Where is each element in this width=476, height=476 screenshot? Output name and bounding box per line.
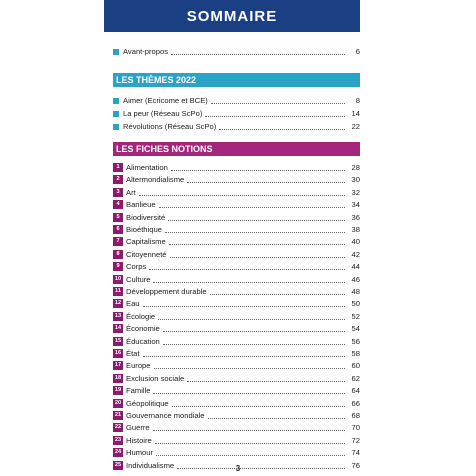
toc-entry-label: Bioéthique	[126, 225, 162, 234]
dot-leader	[205, 116, 345, 117]
toc-entry-fiche[interactable]	[113, 421, 360, 434]
fiche-number-badge: 21	[114, 412, 122, 418]
dot-leader	[172, 406, 345, 407]
toc-entry-label: Citoyenneté	[126, 249, 167, 259]
toc-entry-page: 8	[355, 96, 360, 105]
toc-entry-fiche[interactable]	[113, 211, 360, 224]
section-header-themes: LES THÈMES 2022	[113, 73, 360, 87]
toc-entry-label: Avant-propos	[123, 47, 169, 56]
toc-entry-label: Alimentation	[126, 163, 168, 172]
toc-entry-label: Gouvernance mondiale	[126, 411, 205, 420]
toc-entry-page: 72	[351, 435, 360, 445]
dot-leader	[156, 455, 345, 456]
toc-entry-label: Biodiversité	[126, 212, 166, 222]
toc-entry-page: 64	[351, 386, 360, 396]
fiche-number-badge: 17	[114, 362, 122, 369]
fiche-number-badge: 12	[114, 300, 122, 307]
dot-leader	[163, 331, 345, 332]
dot-leader	[211, 103, 345, 104]
toc-entry-label: La peur (Réseau ScPo)	[123, 109, 203, 118]
toc-entry-page: 14	[351, 109, 360, 118]
fiche-number-badge: 9	[113, 262, 123, 271]
toc-entry-fiche[interactable]	[113, 285, 360, 298]
dot-leader	[153, 282, 345, 283]
toc-entry-page: 60	[351, 361, 360, 371]
toc-entry-label: Europe	[126, 361, 151, 371]
toc-entry-fiche[interactable]	[113, 409, 360, 422]
toc-entry-page: 76	[351, 460, 360, 470]
toc-entry-page: 30	[351, 175, 360, 185]
toc-entry-label: Famille	[126, 386, 151, 396]
dot-leader	[154, 368, 346, 369]
dot-leader	[155, 443, 345, 444]
toc-entry-page: 70	[351, 423, 360, 433]
bullet-square-icon	[113, 98, 119, 104]
toc-entry-fiche[interactable]	[113, 173, 360, 186]
dot-leader	[187, 182, 345, 183]
toc-entry-theme[interactable]	[113, 94, 360, 107]
toc-entry-label: Guerre	[126, 423, 150, 433]
toc-entry-label: Corps	[126, 262, 147, 272]
toc-entry-page: 22	[351, 122, 360, 131]
fiche-number-badge: 5	[113, 213, 123, 222]
dot-leader	[153, 393, 345, 394]
toc-entry-fiche[interactable]	[113, 335, 360, 348]
toc-entry-label: Humour	[126, 448, 154, 458]
dot-leader	[143, 356, 345, 357]
dot-leader	[187, 381, 345, 382]
toc-entry-label: Capitalisme	[126, 237, 166, 247]
toc-entry-fiche[interactable]	[113, 359, 360, 372]
toc-entry-theme[interactable]	[113, 107, 360, 120]
toc-entry-label: Développement durable	[126, 287, 207, 296]
toc-entry-page: 56	[351, 336, 360, 346]
toc-entry-fiche[interactable]	[113, 161, 360, 174]
toc-entry-label: Art	[126, 187, 136, 197]
dot-leader	[143, 306, 345, 307]
fiche-number-badge: 3	[113, 188, 123, 197]
dot-leader	[153, 430, 345, 431]
page-number: 3	[235, 464, 241, 473]
dot-leader	[165, 232, 345, 233]
toc-entry-label: Révolutions (Réseau ScPo)	[123, 122, 217, 131]
toc-entry-fiche[interactable]	[113, 310, 360, 323]
toc-entry-fiche[interactable]	[113, 297, 360, 310]
dot-leader	[171, 170, 345, 171]
fiche-number-badge: 23	[114, 436, 122, 443]
page-title: SOMMAIRE	[104, 0, 360, 32]
toc-entry-theme[interactable]	[113, 120, 360, 133]
toc-entry-fiche[interactable]	[113, 248, 360, 261]
toc-entry-page: 40	[351, 237, 360, 247]
toc-entry-label: Eau	[126, 299, 140, 309]
toc-entry-label: Écologie	[126, 311, 156, 321]
fiche-number-badge: 19	[114, 387, 122, 394]
fiche-number-badge: 8	[113, 250, 123, 259]
fiche-number-badge: 6	[113, 225, 123, 234]
toc-entry-page: 44	[351, 262, 360, 272]
toc-entry-fiche[interactable]	[113, 235, 360, 248]
dot-leader	[210, 294, 345, 295]
toc-entry-fiche[interactable]	[113, 260, 360, 273]
dot-leader	[219, 129, 345, 130]
toc-entry-label: Économie	[126, 324, 160, 334]
toc-entry-fiche[interactable]	[113, 223, 360, 236]
fiche-number-badge: 15	[114, 337, 122, 344]
dot-leader	[170, 257, 345, 258]
toc-entry-label: Banlieue	[126, 200, 156, 210]
fiche-number-badge: 18	[114, 374, 122, 381]
fiche-number-badge: 14	[114, 325, 122, 332]
fiche-number-badge: 2	[113, 175, 123, 184]
fiche-number-badge: 7	[113, 237, 123, 246]
fiche-number-badge: 20	[114, 399, 122, 406]
toc-entry-page: 68	[351, 411, 360, 420]
fiche-number-badge: 1	[113, 163, 123, 172]
toc-entry-label: Exclusion sociale	[126, 373, 185, 383]
fiche-number-badge: 16	[114, 350, 122, 356]
toc-entry-page: 36	[351, 212, 360, 222]
toc-entry-page: 38	[351, 225, 360, 234]
toc-entry-fiche[interactable]	[113, 186, 360, 199]
toc-entry-fiche[interactable]	[113, 446, 360, 459]
toc-entry-page: 74	[351, 448, 360, 458]
toc-entry-page: 58	[351, 349, 360, 358]
toc-entry-label: Culture	[126, 274, 151, 284]
toc-entry-page: 48	[351, 287, 360, 296]
toc-entry-page: 6	[355, 47, 360, 56]
toc-entry-label: Histoire	[126, 435, 152, 445]
toc-entry-page: 34	[351, 200, 360, 210]
dot-leader	[149, 269, 345, 270]
toc-entry-page: 52	[351, 311, 360, 321]
toc-entry-label: État	[126, 349, 140, 358]
toc-entry-fiche[interactable]	[113, 397, 360, 410]
toc-entry-label: Éducation	[126, 336, 160, 346]
toc-entry-page: 46	[351, 274, 360, 284]
fiche-number-badge: 22	[114, 424, 122, 431]
toc-entry-fiche[interactable]	[113, 198, 360, 211]
bullet-square-icon	[113, 111, 119, 117]
dot-leader	[139, 195, 345, 196]
toc-entry-fiche[interactable]	[113, 434, 360, 447]
toc-entry-page: 62	[351, 373, 360, 383]
fiche-number-badge: 24	[114, 449, 122, 456]
fiche-number-badge: 4	[113, 200, 123, 209]
toc-entry-avant-propos[interactable]	[113, 45, 360, 58]
fiche-number-badge: 13	[114, 312, 122, 319]
fiche-number-badge: 10	[114, 275, 122, 282]
dot-leader	[171, 54, 345, 55]
dot-leader	[168, 220, 345, 221]
toc-entry-fiche[interactable]	[113, 322, 360, 335]
toc-entry-page: 28	[351, 163, 360, 172]
toc-entry-page: 50	[351, 299, 360, 309]
toc-entry-fiche[interactable]	[113, 372, 360, 385]
toc-entry-fiche[interactable]	[113, 384, 360, 397]
toc-entry-fiche[interactable]	[113, 273, 360, 286]
dot-leader	[158, 319, 345, 320]
toc-entry-page: 32	[351, 187, 360, 197]
section-header-fiches: LES FICHES NOTIONS	[113, 142, 360, 156]
bullet-square-icon	[113, 124, 119, 130]
toc-entry-label: Géopolitique	[126, 398, 169, 408]
toc-entry-page: 66	[351, 398, 360, 408]
toc-entry-page: 42	[351, 249, 360, 259]
dot-leader	[163, 344, 345, 345]
toc-entry-label: Aimer (Ecricome et BCE)	[123, 96, 208, 105]
toc-entry-label: Individualisme	[126, 460, 175, 470]
fiche-number-badge: 25	[114, 461, 122, 468]
toc-entry-fiche[interactable]	[113, 347, 360, 360]
dot-leader	[169, 244, 345, 245]
toc-entry-page: 54	[351, 324, 360, 334]
fiche-number-badge: 11	[113, 287, 123, 296]
dot-leader	[208, 418, 345, 419]
toc-entry-label: Altermondialisme	[126, 175, 185, 185]
bullet-square-icon	[113, 49, 119, 55]
dot-leader	[159, 207, 345, 208]
